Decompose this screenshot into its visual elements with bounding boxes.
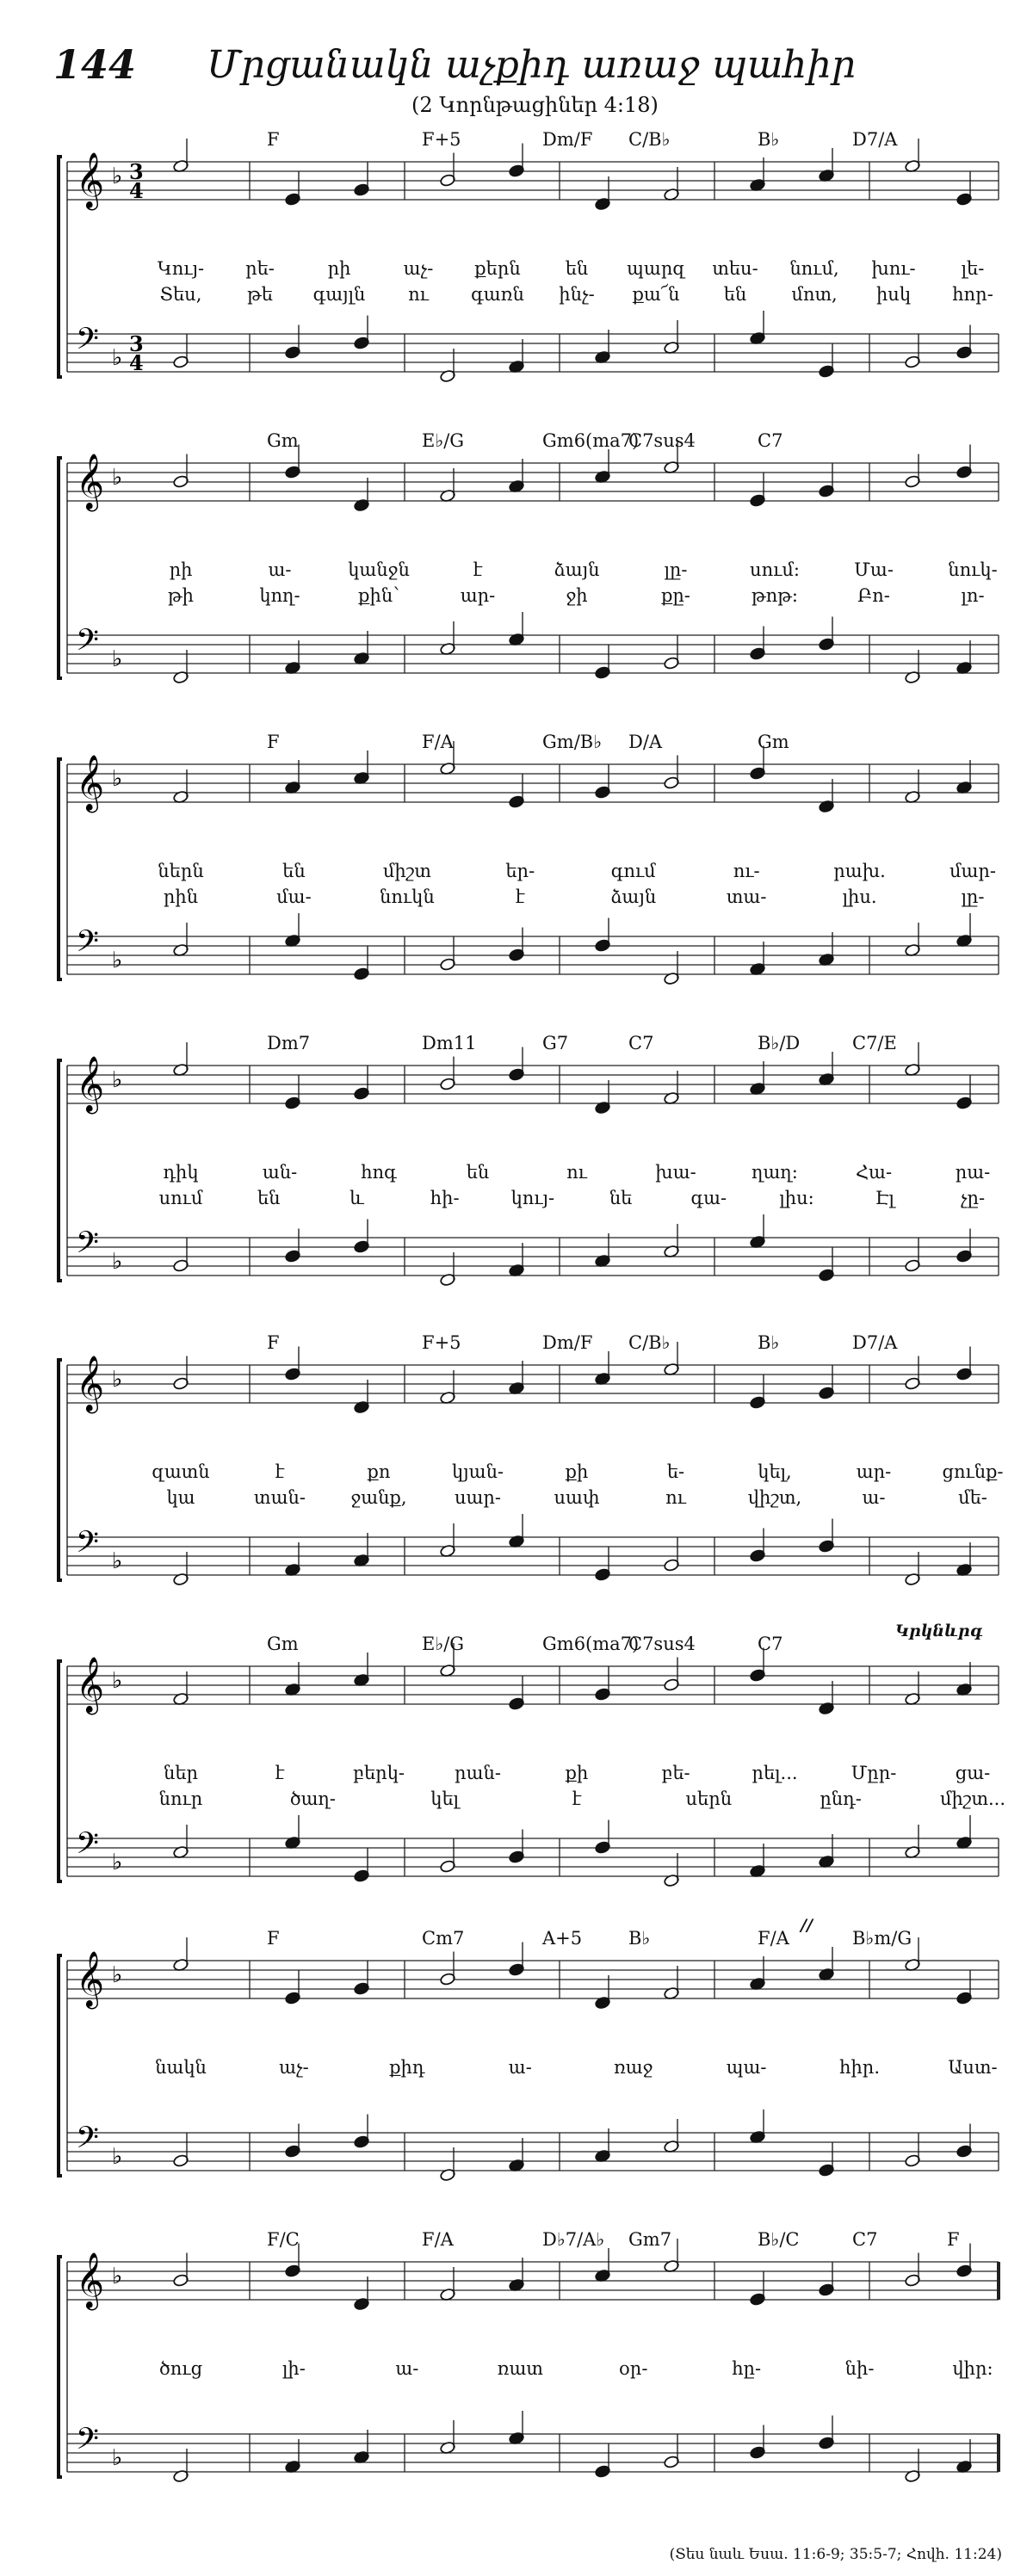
lyric-syllable: է bbox=[572, 1788, 582, 1809]
chord-symbol: B♭ bbox=[758, 1332, 780, 1353]
lyric-syllable: ար- bbox=[856, 1461, 892, 1482]
chord-symbol: G7 bbox=[542, 1033, 569, 1053]
chord-symbol: C/B♭ bbox=[628, 129, 671, 150]
chord-symbol: Dm/F bbox=[542, 1332, 593, 1353]
treble-clef-icon: 𝄞 bbox=[76, 1356, 105, 1412]
lyric-syllable: քի bbox=[565, 1461, 589, 1482]
lyric-syllable: տան- bbox=[254, 1487, 306, 1508]
lyric-syllable: իսկ bbox=[875, 284, 912, 305]
system-bracket bbox=[59, 759, 62, 979]
score-system bbox=[52, 1033, 999, 1317]
lyric-syllable: ա- bbox=[862, 1487, 886, 1508]
lyric-syllable: րե- bbox=[245, 258, 275, 279]
chord-symbol: C7sus4 bbox=[628, 430, 696, 451]
lyric-syllable: աչ- bbox=[279, 2057, 309, 2078]
lyric-syllable: քին՝ bbox=[358, 585, 399, 606]
lyric-syllable: է bbox=[515, 886, 525, 907]
chord-symbol: Gm bbox=[267, 1634, 299, 1654]
lyric-syllable: Աստ- bbox=[948, 2057, 998, 2078]
key-signature-flat-icon: ♭ bbox=[112, 1850, 123, 1875]
lyric-syllable: ներն bbox=[158, 861, 204, 881]
lyric-syllable: լը- bbox=[961, 886, 985, 907]
lyric-syllable: Բո- bbox=[857, 585, 890, 606]
lyric-syllable: ջի bbox=[566, 585, 588, 606]
lyric-syllable: կող- bbox=[259, 585, 300, 606]
lyric-syllable: ու bbox=[665, 1487, 686, 1508]
key-signature-flat-icon: ♭ bbox=[112, 646, 123, 672]
score-system bbox=[52, 430, 999, 714]
lyric-syllable: տա- bbox=[726, 886, 767, 907]
bass-clef-icon: 𝄢 bbox=[76, 1225, 100, 1267]
key-signature-flat-icon: ♭ bbox=[112, 164, 123, 189]
system-bracket bbox=[59, 458, 62, 678]
bass-clef-icon: 𝄢 bbox=[76, 2421, 100, 2463]
score-system bbox=[52, 732, 999, 1016]
system-bracket bbox=[59, 2257, 62, 2477]
bass-clef-icon: 𝄢 bbox=[76, 2120, 100, 2162]
chord-symbol: F/C bbox=[267, 2229, 300, 2250]
key-signature-flat-icon: ♭ bbox=[112, 1249, 123, 1275]
lyric-syllable: Հա- bbox=[855, 1162, 893, 1183]
chord-symbol: Gm/B♭ bbox=[542, 732, 603, 752]
lyric-syllable: րել... bbox=[752, 1763, 798, 1783]
bass-clef-icon: 𝄢 bbox=[76, 622, 100, 664]
lyric-syllable: նուկն bbox=[380, 886, 435, 907]
lyric-syllable: և bbox=[349, 1188, 364, 1208]
lyric-syllable: ու bbox=[566, 1162, 587, 1183]
chord-symbol: B♭/D bbox=[758, 1033, 801, 1053]
system-bracket bbox=[59, 157, 62, 377]
chord-symbol: D7/A bbox=[852, 1332, 898, 1353]
lyric-syllable: ա- bbox=[508, 2057, 532, 2078]
lyric-syllable: կույ- bbox=[510, 1188, 555, 1208]
lyric-syllable: թե bbox=[247, 284, 273, 305]
treble-clef-icon: 𝄞 bbox=[76, 1951, 105, 2007]
chord-symbol: F bbox=[267, 1332, 280, 1353]
lyric-syllable: մար- bbox=[949, 861, 997, 881]
lyric-syllable: Կույ- bbox=[157, 258, 205, 279]
system-bracket bbox=[59, 1661, 62, 1881]
time-signature-bottom: 4 bbox=[129, 178, 144, 203]
score-system bbox=[52, 1622, 1006, 1918]
lyric-syllable: վիր: bbox=[952, 2358, 993, 2379]
lyric-syllable: նուկ- bbox=[948, 559, 998, 580]
lyric-syllable: ձայն bbox=[554, 559, 600, 580]
lyric-syllable: ե- bbox=[666, 1461, 685, 1482]
lyric-syllable: ռաջ bbox=[613, 2057, 653, 2078]
chord-symbol: Gm6(ma7) bbox=[542, 430, 640, 451]
treble-clef-icon: 𝄞 bbox=[76, 152, 105, 208]
lyric-syllable: հոր- bbox=[952, 284, 993, 305]
lyric-syllable: ծաղ- bbox=[289, 1788, 336, 1809]
lyric-syllable: ռատ bbox=[497, 2358, 543, 2379]
lyric-syllable: են bbox=[723, 284, 747, 305]
score-system bbox=[52, 1332, 1004, 1616]
key-signature-flat-icon: ♭ bbox=[112, 2445, 123, 2471]
bass-clef-icon: 𝄢 bbox=[76, 924, 100, 966]
chord-symbol: D♭7/A♭ bbox=[542, 2229, 605, 2250]
lyric-syllable: թոթ: bbox=[752, 585, 798, 606]
lyric-syllable: ար- bbox=[460, 585, 496, 606]
lyric-syllable: է bbox=[275, 1763, 285, 1783]
lyric-syllable: կա bbox=[166, 1487, 195, 1508]
key-signature-flat-icon: ♭ bbox=[112, 948, 123, 973]
lyric-syllable: եր- bbox=[505, 861, 535, 881]
lyric-syllable: քո bbox=[367, 1461, 391, 1482]
chord-symbol: F/A bbox=[422, 732, 454, 752]
chord-symbol: C7 bbox=[758, 1634, 783, 1654]
lyric-syllable: գում bbox=[610, 861, 656, 881]
lyric-syllable: ջանք, bbox=[350, 1487, 407, 1508]
lyric-syllable: են bbox=[466, 1162, 490, 1183]
lyric-syllable: կել bbox=[430, 1788, 460, 1809]
lyric-syllable: ներ bbox=[163, 1763, 199, 1783]
lyric-syllable: լիս. bbox=[842, 886, 877, 907]
lyric-syllable: սափ bbox=[554, 1487, 600, 1508]
section-mark: // bbox=[801, 1916, 813, 1935]
footer-reference: (Տես նաև Եսա. 11:6-9; 35:5-7; Հովհ. 11:24) bbox=[669, 2546, 1002, 2563]
lyric-syllable: քերն bbox=[474, 258, 521, 279]
key-signature-flat-icon: ♭ bbox=[112, 766, 123, 792]
lyric-syllable: ցունք- bbox=[942, 1461, 1004, 1482]
lyric-syllable: նակն bbox=[155, 2057, 207, 2078]
lyric-syllable: րան- bbox=[455, 1763, 501, 1783]
chord-symbol: B♭m/G bbox=[852, 1928, 912, 1949]
lyric-syllable: կել, bbox=[758, 1461, 792, 1482]
chord-symbol: Gm bbox=[267, 430, 299, 451]
bass-clef-icon: 𝄢 bbox=[76, 1825, 100, 1868]
lyric-syllable: րա- bbox=[955, 1162, 991, 1183]
time-signature-top: 3 bbox=[129, 159, 144, 184]
lyric-syllable: բե- bbox=[661, 1763, 690, 1783]
lyric-syllable: րին bbox=[163, 886, 199, 907]
lyric-syllable: ինչ- bbox=[559, 284, 595, 305]
key-signature-flat-icon: ♭ bbox=[112, 1367, 123, 1393]
lyric-syllable: ու- bbox=[733, 861, 760, 881]
lyric-syllable: քը- bbox=[661, 585, 690, 606]
lyric-syllable: նի- bbox=[844, 2358, 875, 2379]
score-system bbox=[52, 1916, 999, 2212]
chord-symbol: F+5 bbox=[422, 1332, 461, 1353]
chord-symbol: B♭ bbox=[628, 1928, 651, 1949]
lyric-syllable: են bbox=[282, 861, 306, 881]
lyric-syllable: ան- bbox=[262, 1162, 298, 1183]
chord-symbol: Cm7 bbox=[422, 1928, 465, 1949]
key-signature-flat-icon: ♭ bbox=[112, 1962, 123, 1988]
lyric-syllable: նում, bbox=[789, 258, 839, 279]
lyric-syllable: քի bbox=[565, 1763, 589, 1783]
key-signature-flat-icon: ♭ bbox=[112, 2264, 123, 2289]
lyric-syllable: տես- bbox=[712, 258, 758, 279]
lyric-syllable: լը- bbox=[664, 559, 688, 580]
lyric-syllable: խու- bbox=[871, 258, 916, 279]
chord-symbol: C7 bbox=[758, 430, 783, 451]
section-mark: Կրկնևրգ bbox=[895, 1622, 983, 1640]
lyric-syllable: Մա- bbox=[854, 559, 894, 580]
lyric-syllable: վիշտ, bbox=[747, 1487, 802, 1508]
lyric-syllable: սում: bbox=[750, 559, 800, 580]
lyric-syllable: մոտ, bbox=[791, 284, 838, 305]
lyric-syllable: քա՜ն bbox=[632, 284, 680, 305]
lyric-syllable: մե- bbox=[958, 1487, 987, 1508]
lyric-syllable: րախ. bbox=[833, 861, 886, 881]
lyric-syllable: ծուց bbox=[158, 2358, 203, 2379]
lyric-syllable: լո- bbox=[961, 585, 985, 606]
lyric-syllable: լիս: bbox=[779, 1188, 814, 1208]
key-signature-flat-icon: ♭ bbox=[112, 1668, 123, 1694]
treble-clef-icon: 𝄞 bbox=[76, 454, 105, 510]
bass-clef-icon: 𝄢 bbox=[76, 1524, 100, 1566]
key-signature-flat-icon: ♭ bbox=[112, 1548, 123, 1574]
lyric-syllable: նե bbox=[609, 1188, 633, 1208]
chord-symbol: Gm7 bbox=[628, 2229, 672, 2250]
lyric-syllable: է bbox=[275, 1461, 285, 1482]
lyric-syllable: հի- bbox=[430, 1188, 460, 1208]
lyric-syllable: սար- bbox=[454, 1487, 502, 1508]
lyric-syllable: ա- bbox=[395, 2358, 419, 2379]
lyric-syllable: է bbox=[473, 559, 483, 580]
chord-symbol: D7/A bbox=[852, 129, 898, 150]
lyric-syllable: մա- bbox=[276, 886, 312, 907]
lyric-syllable: հոգ bbox=[361, 1162, 397, 1183]
lyric-syllable: զատն bbox=[152, 1461, 210, 1482]
chord-symbol: Gm6(ma7) bbox=[542, 1634, 640, 1654]
chord-symbol: B♭/C bbox=[758, 2229, 800, 2250]
lyric-syllable: միշտ bbox=[382, 861, 431, 881]
lyric-syllable: լի- bbox=[282, 2358, 306, 2379]
lyric-syllable: նուր bbox=[158, 1788, 203, 1809]
lyric-syllable: կյան- bbox=[451, 1461, 504, 1482]
time-signature-top: 3 bbox=[129, 331, 144, 356]
chord-symbol: C7 bbox=[628, 1033, 654, 1053]
lyric-syllable: լե- bbox=[961, 258, 985, 279]
chord-symbol: F+5 bbox=[422, 129, 461, 150]
score-system bbox=[52, 129, 999, 413]
system-bracket bbox=[59, 1060, 62, 1281]
chord-symbol: C7/E bbox=[852, 1033, 897, 1053]
lyric-syllable: կանջն bbox=[348, 559, 410, 580]
lyric-syllable: սում bbox=[158, 1188, 203, 1208]
system-bracket bbox=[59, 1360, 62, 1580]
lyric-syllable: են bbox=[257, 1188, 281, 1208]
lyric-syllable: թի bbox=[168, 585, 194, 606]
score-system bbox=[52, 2229, 999, 2513]
chord-symbol: A+5 bbox=[542, 1928, 583, 1949]
lyric-syllable: ղաղ: bbox=[752, 1162, 798, 1183]
lyric-syllable: ցա- bbox=[955, 1763, 991, 1783]
lyric-syllable: Տես, bbox=[159, 284, 202, 305]
lyric-syllable: քիդ bbox=[389, 2057, 425, 2078]
lyric-syllable: խա- bbox=[655, 1162, 696, 1183]
key-signature-flat-icon: ♭ bbox=[112, 1067, 123, 1093]
lyric-syllable: օր- bbox=[618, 2358, 648, 2379]
lyric-syllable: չը- bbox=[960, 1188, 986, 1208]
chord-symbol: F bbox=[267, 732, 280, 752]
lyric-syllable: հը- bbox=[732, 2358, 762, 2379]
chord-symbol: F bbox=[267, 129, 280, 150]
chord-symbol: D/A bbox=[628, 732, 663, 752]
treble-clef-icon: 𝄞 bbox=[76, 1657, 105, 1713]
chord-symbol: E♭/G bbox=[422, 1634, 465, 1654]
hymn-title: Մրցանակն աչքիդ առաջ պահիր bbox=[207, 43, 856, 87]
chord-symbol: F/A bbox=[422, 2229, 454, 2250]
chord-symbol: B♭ bbox=[758, 129, 780, 150]
lyric-syllable: ձայն bbox=[610, 886, 657, 907]
treble-clef-icon: 𝄞 bbox=[76, 755, 105, 811]
chord-symbol: Dm11 bbox=[422, 1033, 477, 1053]
lyric-syllable: Մըր- bbox=[851, 1763, 897, 1783]
lyric-syllable: սերն bbox=[685, 1788, 733, 1809]
chord-symbol: F bbox=[267, 1928, 280, 1949]
lyric-syllable: ընդ- bbox=[820, 1788, 862, 1809]
chord-symbol: F/A bbox=[758, 1928, 789, 1949]
lyric-syllable: աչ- bbox=[403, 258, 434, 279]
chord-symbol: Dm7 bbox=[267, 1033, 311, 1053]
hymn-number: 144 bbox=[53, 41, 137, 88]
key-signature-flat-icon: ♭ bbox=[112, 345, 123, 371]
chord-symbol: Gm bbox=[758, 732, 789, 752]
key-signature-flat-icon: ♭ bbox=[112, 2144, 123, 2170]
key-signature-flat-icon: ♭ bbox=[112, 465, 123, 491]
system-bracket bbox=[59, 1955, 62, 2176]
lyric-syllable: դիկ bbox=[163, 1162, 199, 1183]
lyric-syllable: պա- bbox=[726, 2057, 767, 2078]
lyric-syllable: են bbox=[565, 258, 589, 279]
lyric-syllable: րի bbox=[169, 559, 193, 580]
lyric-syllable: րի bbox=[327, 258, 351, 279]
lyric-syllable: Էլ bbox=[875, 1188, 894, 1208]
treble-clef-icon: 𝄞 bbox=[76, 2252, 105, 2308]
time-signature-bottom: 4 bbox=[129, 350, 144, 375]
lyric-syllable: ու bbox=[408, 284, 429, 305]
lyric-syllable: միշտ... bbox=[939, 1788, 1006, 1809]
chord-symbol: C7sus4 bbox=[628, 1634, 696, 1654]
lyric-syllable: պարզ bbox=[627, 258, 685, 279]
hymn-scripture-reference: (2 Կորնթացիներ 4:18) bbox=[411, 93, 659, 117]
chord-symbol: C/B♭ bbox=[628, 1332, 671, 1353]
lyric-syllable: հիր. bbox=[839, 2057, 881, 2078]
chord-symbol: C7 bbox=[852, 2229, 878, 2250]
hymn-header bbox=[0, 0, 1033, 117]
lyric-syllable: գա- bbox=[690, 1188, 727, 1208]
chord-symbol: Dm/F bbox=[542, 129, 593, 150]
bass-clef-icon: 𝄢 bbox=[76, 321, 100, 363]
lyric-syllable: բերկ- bbox=[353, 1763, 405, 1783]
lyric-syllable: գայլն bbox=[312, 284, 366, 305]
chord-symbol: E♭/G bbox=[422, 430, 465, 451]
lyric-syllable: ա- bbox=[268, 559, 292, 580]
treble-clef-icon: 𝄞 bbox=[76, 1056, 105, 1112]
chord-symbol: F bbox=[947, 2229, 960, 2250]
lyric-syllable: գառն bbox=[471, 284, 524, 305]
